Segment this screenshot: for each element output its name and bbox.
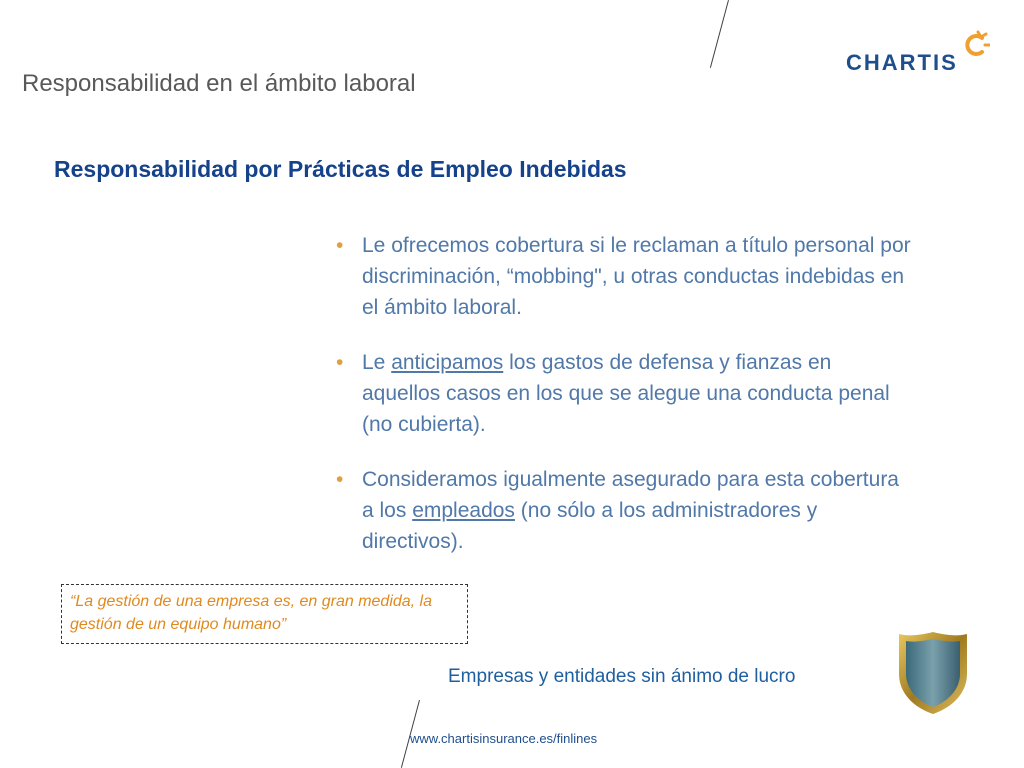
logo-text: CHARTIS [846, 50, 958, 75]
subtitle-text: Empresas y entidades sin ánimo de lucro [448, 666, 796, 687]
bullet-marker: • [336, 468, 344, 491]
underlined-term-anticipamos: anticipamos [391, 351, 504, 374]
bullet-text-after: los gastos de defensa y fianzas en aquellos casos en los que se alegue una conducta penal (no cubierta). [362, 351, 890, 436]
underlined-term-empleados: empleados [412, 499, 515, 522]
page-title: Responsabilidad en el ámbito laboral [22, 70, 416, 97]
bullet-text-before: Le [362, 351, 392, 374]
logo-swirl-icon [960, 30, 990, 60]
bullet-text: Le ofrecemos cobertura si le reclaman a título personal por discriminación, “mobbing", u otras conductas indebidas en el ámbito laboral. [362, 234, 911, 319]
bullet-text-before: Consideramos igualmente asegurado para esta cobertura a los [362, 468, 899, 522]
bullet-marker: • [336, 351, 344, 374]
bullet-item-coverage [336, 230, 911, 323]
bullet-item-employees [336, 464, 911, 557]
footer-url[interactable]: www.chartisinsurance.es/finlines [410, 731, 598, 746]
section-heading: Responsabilidad por Prácticas de Empleo Indebidas [54, 156, 627, 182]
bullet-text-after: (no sólo a los administradores y directivos). [362, 499, 818, 553]
quote-box: “La gestión de una empresa es, en gran medida, la gestión de un equipo humano” [61, 584, 468, 644]
bullet-item-defense-costs [336, 347, 911, 440]
bullet-list [336, 230, 911, 581]
bullet-marker: • [336, 234, 344, 257]
shield-icon [897, 630, 969, 716]
chartis-logo [846, 30, 996, 80]
decorative-slash-top [710, 0, 729, 68]
